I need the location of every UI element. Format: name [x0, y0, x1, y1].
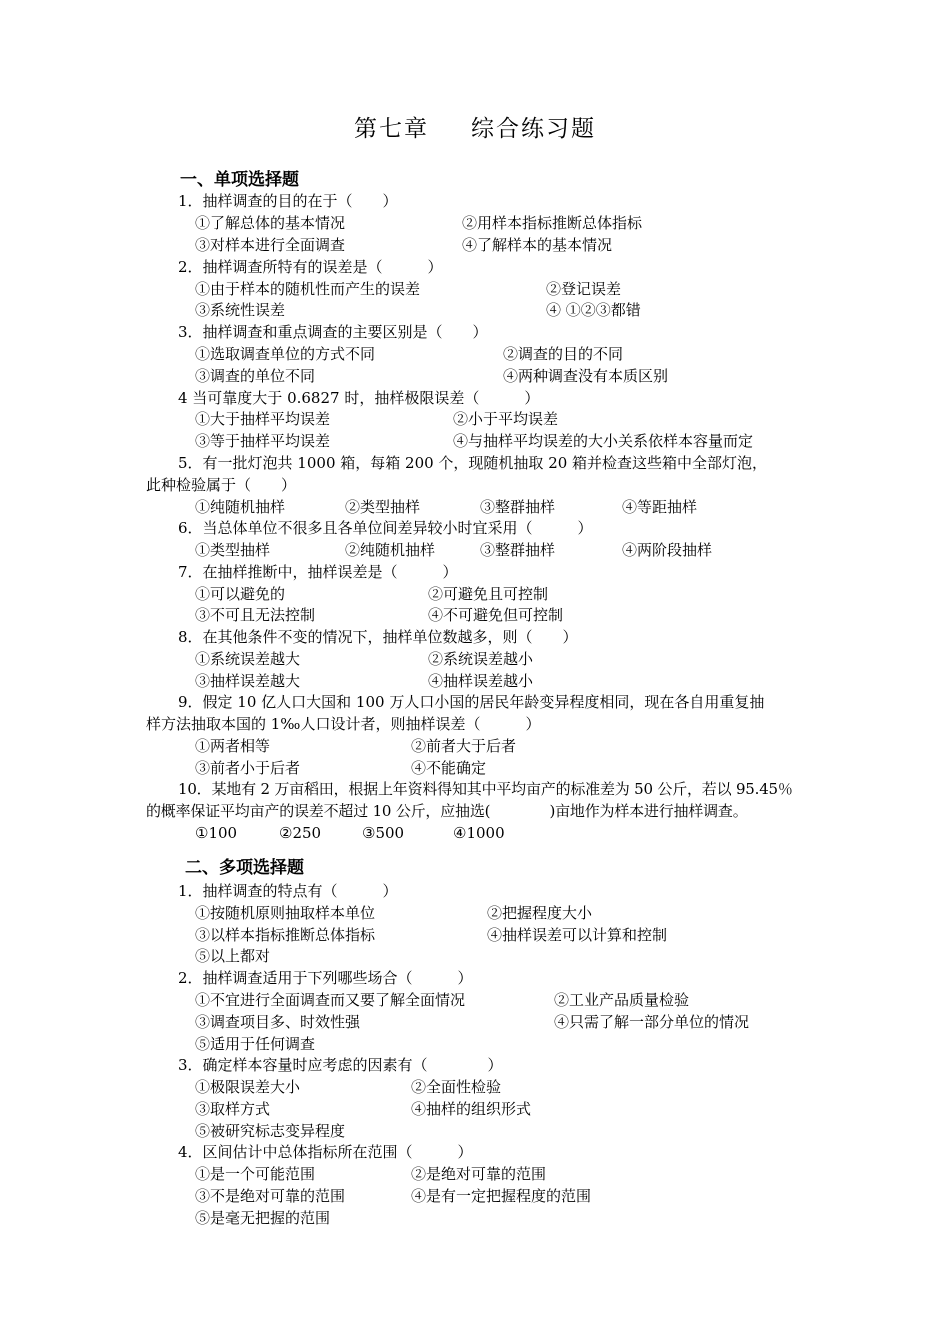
- option: ①选取调查单位的方式不同: [195, 345, 376, 363]
- option: ③对样本进行全面调查: [195, 236, 346, 254]
- question-stem-continued: 样方法抽取本国的 1‰人口设计者，则抽样误差（ ）: [146, 715, 541, 733]
- option: ①100: [195, 824, 238, 842]
- option: ③取样方式: [195, 1100, 271, 1118]
- option: ④只需了解一部分单位的情况: [554, 1013, 750, 1031]
- option: ④抽样的组织形式: [411, 1100, 532, 1118]
- option: ②工业产品质量检验: [554, 991, 690, 1009]
- option: ①是一个可能范围: [195, 1165, 316, 1183]
- option: ③前者小于后者: [195, 759, 301, 777]
- question-stem: 4 当可靠度大于 0.6827 时，抽样极限误差（ ）: [178, 389, 540, 407]
- option: ②把握程度大小: [487, 904, 593, 922]
- section-heading: 二、多项选择题: [185, 858, 304, 878]
- option: ④不可避免但可控制: [428, 606, 564, 624]
- option: ①极限误差大小: [195, 1078, 301, 1096]
- option: ①了解总体的基本情况: [195, 214, 346, 232]
- option: ②用样本指标推断总体指标: [462, 214, 643, 232]
- question-stem-continued: 的概率保证平均亩产的误差不超过 10 公斤，应抽选( )亩地作为样本进行抽样调查。: [146, 802, 748, 820]
- option: ③500: [362, 824, 405, 842]
- option: ⑤以上都对: [195, 947, 271, 965]
- option: ①系统误差越大: [195, 650, 301, 668]
- option: ②登记误差: [546, 280, 622, 298]
- option: ①不宜进行全面调查而又要了解全面情况: [195, 991, 466, 1009]
- question-stem: 9．假定 10 亿人口大国和 100 万人口小国的居民年龄变异程度相同，现在各自用重复抽: [178, 693, 765, 711]
- option: ④1000: [453, 824, 505, 842]
- option: ③不是绝对可靠的范围: [195, 1187, 346, 1205]
- question-stem: 8．在其他条件不变的情况下，抽样单位数越多，则（ ）: [178, 628, 578, 646]
- option: ③以样本指标推断总体指标: [195, 926, 376, 944]
- question-stem: 4．区间估计中总体指标所在范围（ ）: [178, 1143, 473, 1161]
- option: ①按随机原则抽取样本单位: [195, 904, 376, 922]
- option: ④两种调查没有本质区别: [503, 367, 669, 385]
- option: ③整群抽样: [480, 541, 556, 559]
- option: ③不可且无法控制: [195, 606, 316, 624]
- question-stem: 5．有一批灯泡共 1000 箱，每箱 200 个，现随机抽取 20 箱并检查这些箱中全部灯泡，: [178, 454, 768, 472]
- option: ②系统误差越小: [428, 650, 534, 668]
- chapter-label: 第七章: [354, 116, 429, 142]
- question-stem: 10．某地有 2 万亩稻田，根据上年资料得知其中平均亩产的标准差为 50 公斤，若以 95.45％: [178, 780, 793, 798]
- question-stem: 2．抽样调查适用于下列哪些场合（ ）: [178, 969, 473, 987]
- option: ①纯随机抽样: [195, 498, 286, 516]
- option: ②纯随机抽样: [345, 541, 436, 559]
- option: ④抽样误差可以计算和控制: [487, 926, 668, 944]
- question-stem: 1．抽样调查的特点有（ ）: [178, 882, 398, 900]
- option: ③抽样误差越大: [195, 672, 301, 690]
- option: ⑤被研究标志变异程度: [195, 1122, 346, 1140]
- option: ④是有一定把握程度的范围: [411, 1187, 592, 1205]
- question-stem-continued: 此种检验属于（ ）: [146, 476, 297, 494]
- option: ①两者相等: [195, 737, 271, 755]
- question-stem: 7．在抽样推断中，抽样误差是（ ）: [178, 563, 458, 581]
- option: ①由于样本的随机性而产生的误差: [195, 280, 421, 298]
- option: ⑤是毫无把握的范围: [195, 1209, 331, 1227]
- option: ④ ①②③都错: [546, 301, 641, 319]
- option: ③整群抽样: [480, 498, 556, 516]
- option: ③调查的单位不同: [195, 367, 316, 385]
- option: ①类型抽样: [195, 541, 271, 559]
- option: ③调查项目多、时效性强: [195, 1013, 361, 1031]
- option: ②前者大于后者: [411, 737, 517, 755]
- option: ②250: [279, 824, 322, 842]
- option: ④两阶段抽样: [622, 541, 713, 559]
- page-title: [0, 110, 950, 143]
- option: ②调查的目的不同: [503, 345, 624, 363]
- option: ④不能确定: [411, 759, 487, 777]
- section-heading: 一、单项选择题: [180, 170, 299, 190]
- option: ④与抽样平均误差的大小关系依样本容量而定: [453, 432, 754, 450]
- option: ④了解样本的基本情况: [462, 236, 613, 254]
- option: ②全面性检验: [411, 1078, 502, 1096]
- option: ③系统性误差: [195, 301, 286, 319]
- option: ②可避免且可控制: [428, 585, 549, 603]
- option: ④等距抽样: [622, 498, 698, 516]
- question-stem: 3．确定样本容量时应考虑的因素有（ ）: [178, 1056, 503, 1074]
- option: ③等于抽样平均误差: [195, 432, 331, 450]
- option: ⑤适用于任何调查: [195, 1035, 316, 1053]
- option: ①大于抽样平均误差: [195, 410, 331, 428]
- question-stem: 6．当总体单位不很多且各单位间差异较小时宜采用（ ）: [178, 519, 593, 537]
- chapter-name: 综合练习题: [471, 116, 596, 142]
- option: ④抽样误差越小: [428, 672, 534, 690]
- option: ②是绝对可靠的范围: [411, 1165, 547, 1183]
- option: ①可以避免的: [195, 585, 286, 603]
- question-stem: 2．抽样调查所特有的误差是（ ）: [178, 258, 443, 276]
- option: ②小于平均误差: [453, 410, 559, 428]
- option: ②类型抽样: [345, 498, 421, 516]
- question-stem: 1．抽样调查的目的在于（ ）: [178, 192, 398, 210]
- question-stem: 3．抽样调查和重点调查的主要区别是（ ）: [178, 323, 488, 341]
